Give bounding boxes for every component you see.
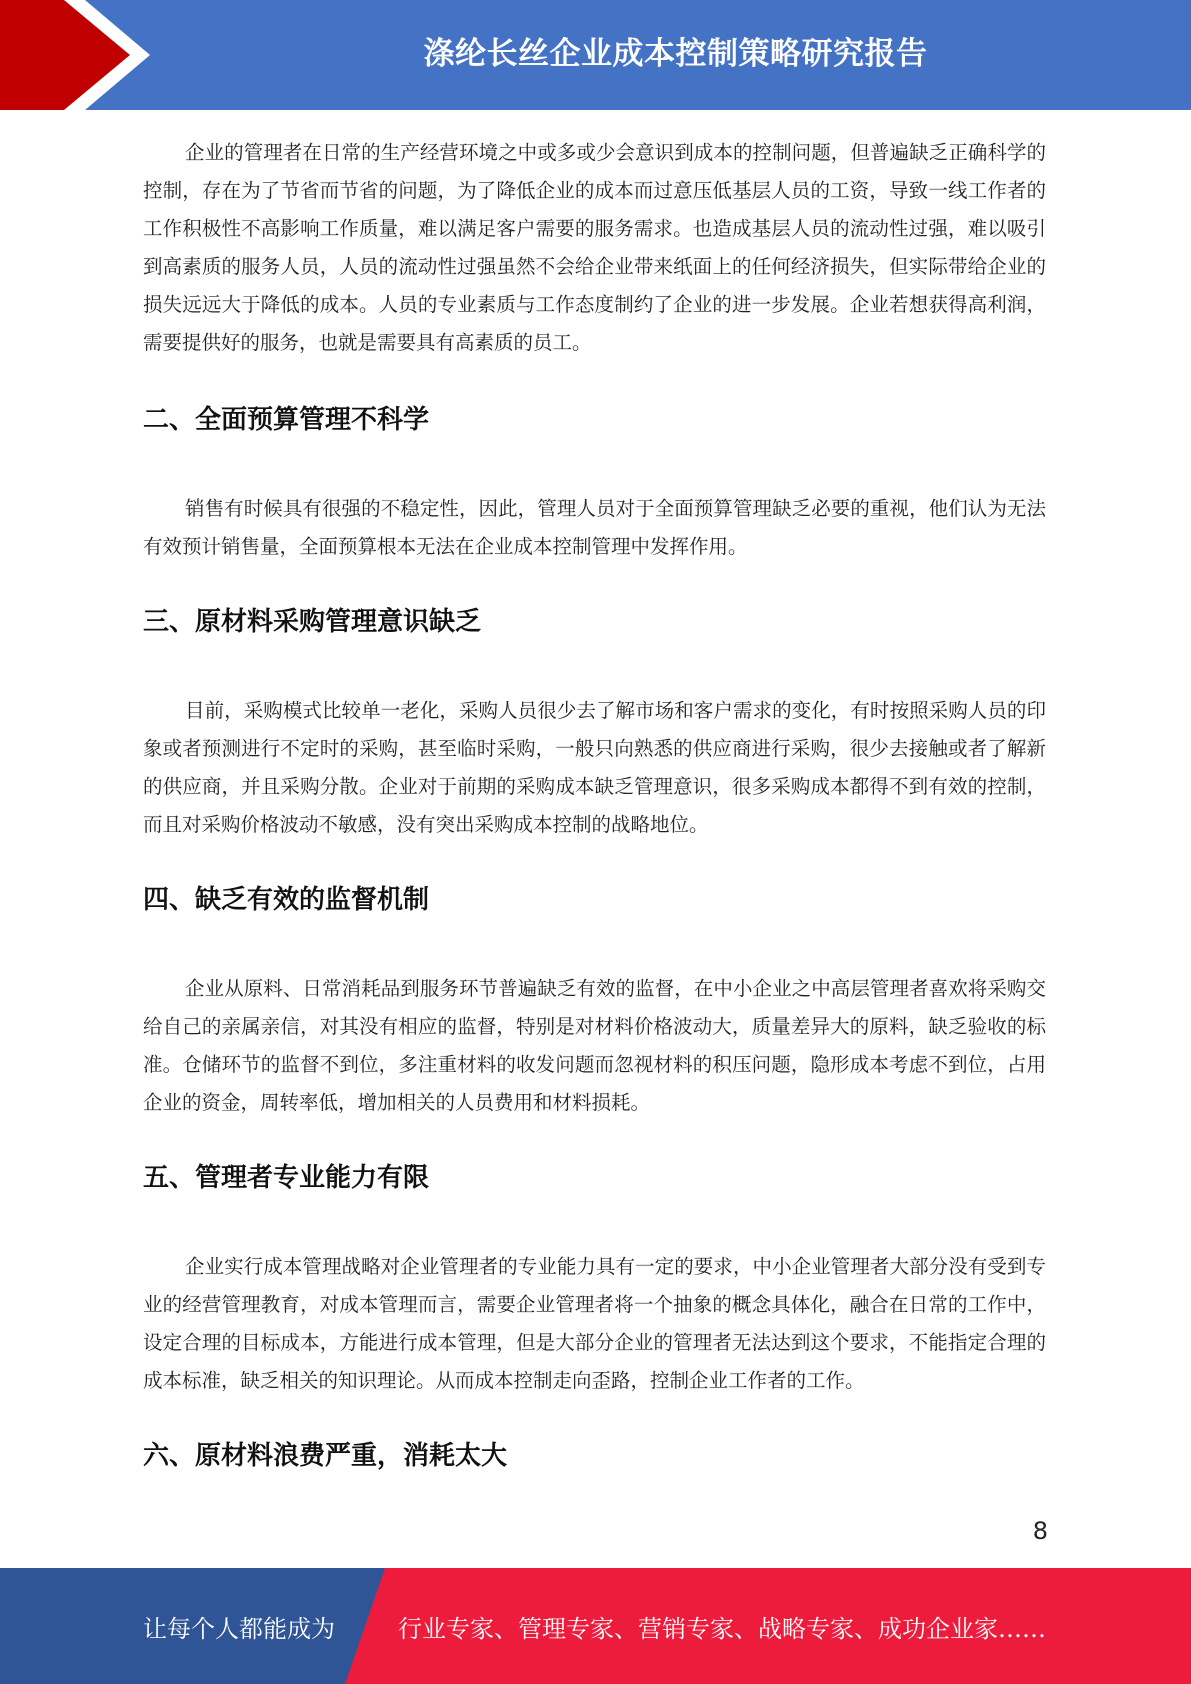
footer-slogan-left: 让每个人都能成为: [143, 1614, 335, 1643]
page-footer: [0, 1568, 1191, 1684]
footer-slogan-right: 行业专家、管理专家、营销专家、战略专家、成功企业家……: [398, 1614, 1046, 1643]
section-heading-5: 五、管理者专业能力有限: [143, 1163, 430, 1193]
section-heading-4: 四、缺乏有效的监督机制: [143, 885, 430, 915]
paragraph: 企业从原料、日常消耗品到服务环节普遍缺乏有效的监督，在中小企业之中高层管理者喜欢将采购交给自己的亲属亲信，对其没有相应的监督，特别是对材料价格波动大，质量差异大的原料，缺乏验收的标准。仓储环节的监督不到位，多注重材料的收发问题而忽视材料的积压问题，隐形成本考虑不到位，占用企业的资金，周转率低，增加相关的人员费用和材料损耗。: [143, 977, 1046, 1114]
report-body: [143, 132, 1046, 1476]
section-heading-3: 三、原材料采购管理意识缺乏: [143, 607, 482, 637]
paragraph: 销售有时候具有很强的不稳定性，因此，管理人员对于全面预算管理缺乏必要的重视，他们认为无法有效预计销售量，全面预算根本无法在企业成本控制管理中发挥作用。: [143, 497, 1046, 558]
page-number: 8: [1032, 1517, 1048, 1545]
paragraph: 企业实行成本管理战略对企业管理者的专业能力具有一定的要求，中小企业管理者大部分没有受到专业的经营管理教育，对成本管理而言，需要企业管理者将一个抽象的概念具体化，融合在日常的工作中，设定合理的目标成本，方能进行成本管理，但是大部分企业的管理者无法达到这个要求，不能指定合理的成本标准，缺乏相关的知识理论。从而成本控制走向歪路，控制企业工作者的工作。: [143, 1255, 1046, 1392]
paragraph: 目前，采购模式比较单一老化，采购人员很少去了解市场和客户需求的变化，有时按照采购人员的印象或者预测进行不定时的采购，甚至临时采购，一般只向熟悉的供应商进行采购，很少去接触或者了解新的供应商，并且采购分散。企业对于前期的采购成本缺乏管理意识，很多采购成本都得不到有效的控制，而且对采购价格波动不敏感，没有突出采购成本控制的战略地位。: [143, 699, 1046, 836]
section-heading-6: 六、原材料浪费严重，消耗太大: [143, 1441, 508, 1471]
paragraph: 企业的管理者在日常的生产经营环境之中或多或少会意识到成本的控制问题，但普遍缺乏正确科学的控制，存在为了节省而节省的问题，为了降低企业的成本而过意压低基层人员的工资，导致一线工作者的工作积极性不高影响工作质量，难以满足客户需要的服务需求。也造成基层人员的流动性过强，难以吸引到高素质的服务人员，人员的流动性过强虽然不会给企业带来纸面上的任何经济损失，但实际带给企业的损失远远大于降低的成本。人员的专业素质与工作态度制约了企业的进一步发展。企业若想获得高利润，需要提供好的服务，也就是需要具有高素质的员工。: [143, 141, 1046, 354]
page-header: [0, 0, 1191, 110]
report-title: 涤纶长丝企业成本控制策略研究报告: [423, 35, 928, 72]
section-heading-2: 二、全面预算管理不科学: [143, 405, 430, 435]
